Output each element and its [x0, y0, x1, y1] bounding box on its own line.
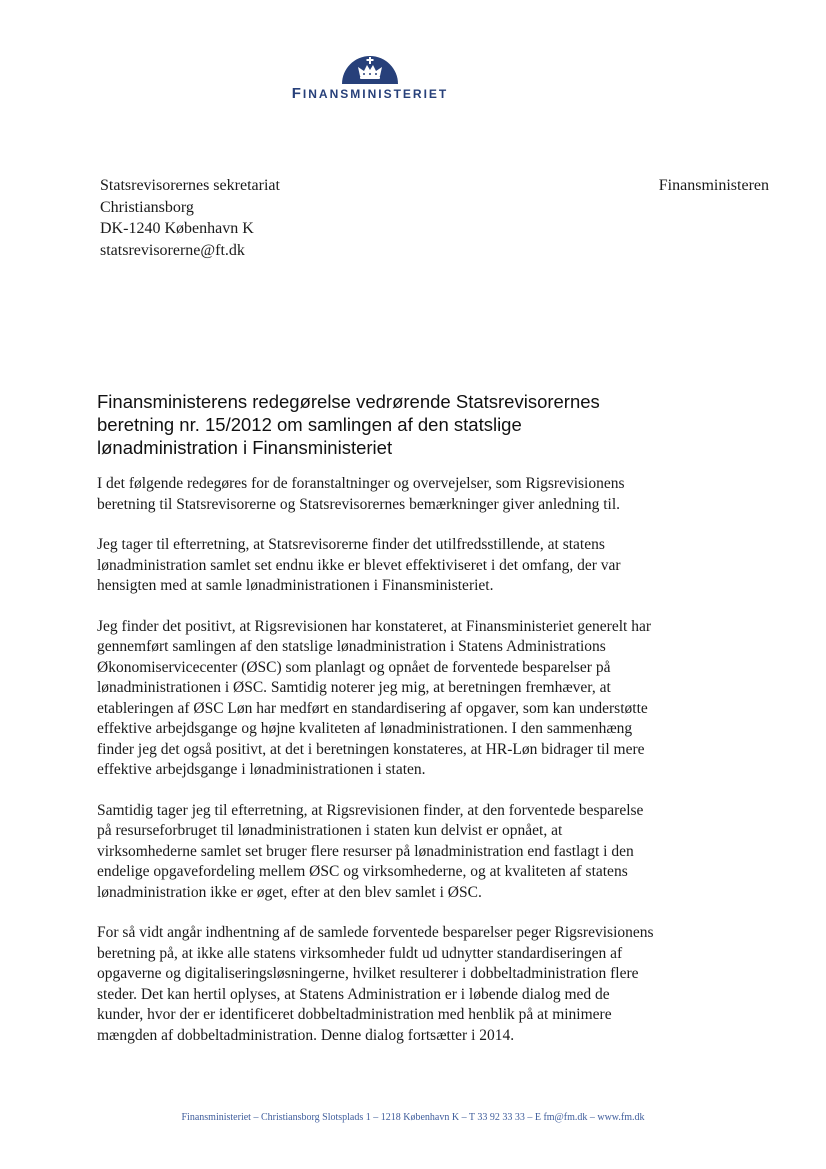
- ministry-logo: [275, 52, 465, 101]
- body-paragraph: Jeg finder det positivt, at Rigsrevisionen har konstateret, at Finansministeriet generelt har gennemført samlingen af den statslige lønadministration i Statens Administrations Økonomiservicecenter (ØSC) som planlagt og opnået de forventede besparelser på lønadministrationen i ØSC. Samtidig noterer jeg mig, at beretningen fremhæver, at etableringen af ØSC Løn har medført en standardisering af opgaver, som kan understøtte effektive arbejdsgange og højne kvaliteten af lønadministrationen. I den sammenhæng finder jeg det også positivt, at det i beretningen konstateres, at HR-Løn bidrager til mere effektive arbejdsgange i lønadministrationen i staten.: [97, 617, 651, 778]
- sender-address-block: [100, 175, 280, 261]
- body-paragraph: Jeg tager til efterretning, at Statsrevisorerne finder det utilfredsstillende, at statens lønadministration samlet set endnu ikke er blevet effektiviseret i det omfang, der var hensigten med at samle lønadministrationen i Finansministeriet.: [97, 536, 621, 594]
- address-line: Christiansborg: [100, 198, 194, 216]
- body-paragraph: Samtidig tager jeg til efterretning, at Rigsrevisionen finder, at den forventede besparelse på resurseforbruget til lønadministrationen i staten kun delvist er opnået, at virksomhederne samlet set bruger flere resurser på lønadministration end fastlagt i den endelige opgavefordeling mellem ØSC og virksomhederne, og at kvaliteten af statens lønadministration ikke er øget, efter at den blev samlet i ØSC.: [97, 801, 644, 901]
- body-paragraph: For så vidt angår indhentning af de samlede forventede besparelser peger Rigsrevisionens beretning på, at ikke alle statens virksomheder fuldt ud udnytter standardiseringen af opgaverne og digitaliseringsløsningerne, hvilket resulterer i dobbeltadministration flere steder. Det kan hertil oplyses, at Statens Administration er i løbende dialog med de kunder, hvor der er identificeret dobbeltadministration med henblik på at minimere mængden af dobbeltadministration. Denne dialog fortsætter i 2014.: [97, 924, 654, 1044]
- address-email: statsrevisorerne@ft.dk: [100, 241, 245, 259]
- document-body: [97, 474, 657, 1066]
- page-footer: Finansministeriet – Christiansborg Slotsplads 1 – 1218 København K – T 33 92 33 33 – E fm@fm.dk – www.fm.dk: [181, 1112, 645, 1123]
- recipient-label: Finansministeren: [658, 177, 769, 194]
- address-line: Statsrevisorernes sekretariat: [100, 177, 280, 194]
- logo-wordmark: FINANSMINISTERIET: [291, 85, 449, 102]
- document-heading: Finansministerens redegørelse vedrørende Statsrevisorernes beretning nr. 15/2012 om samlingen af den statslige lønadministration i Finansministeriet: [97, 391, 600, 458]
- body-paragraph: I det følgende redegøres for de foranstaltninger og overvejelser, som Rigsrevisionens beretning til Statsrevisorerne og Statsrevisorernes bemærkninger giver anledning til.: [97, 475, 625, 513]
- crown-icon: [340, 52, 400, 84]
- address-line: DK-1240 København K: [100, 220, 254, 237]
